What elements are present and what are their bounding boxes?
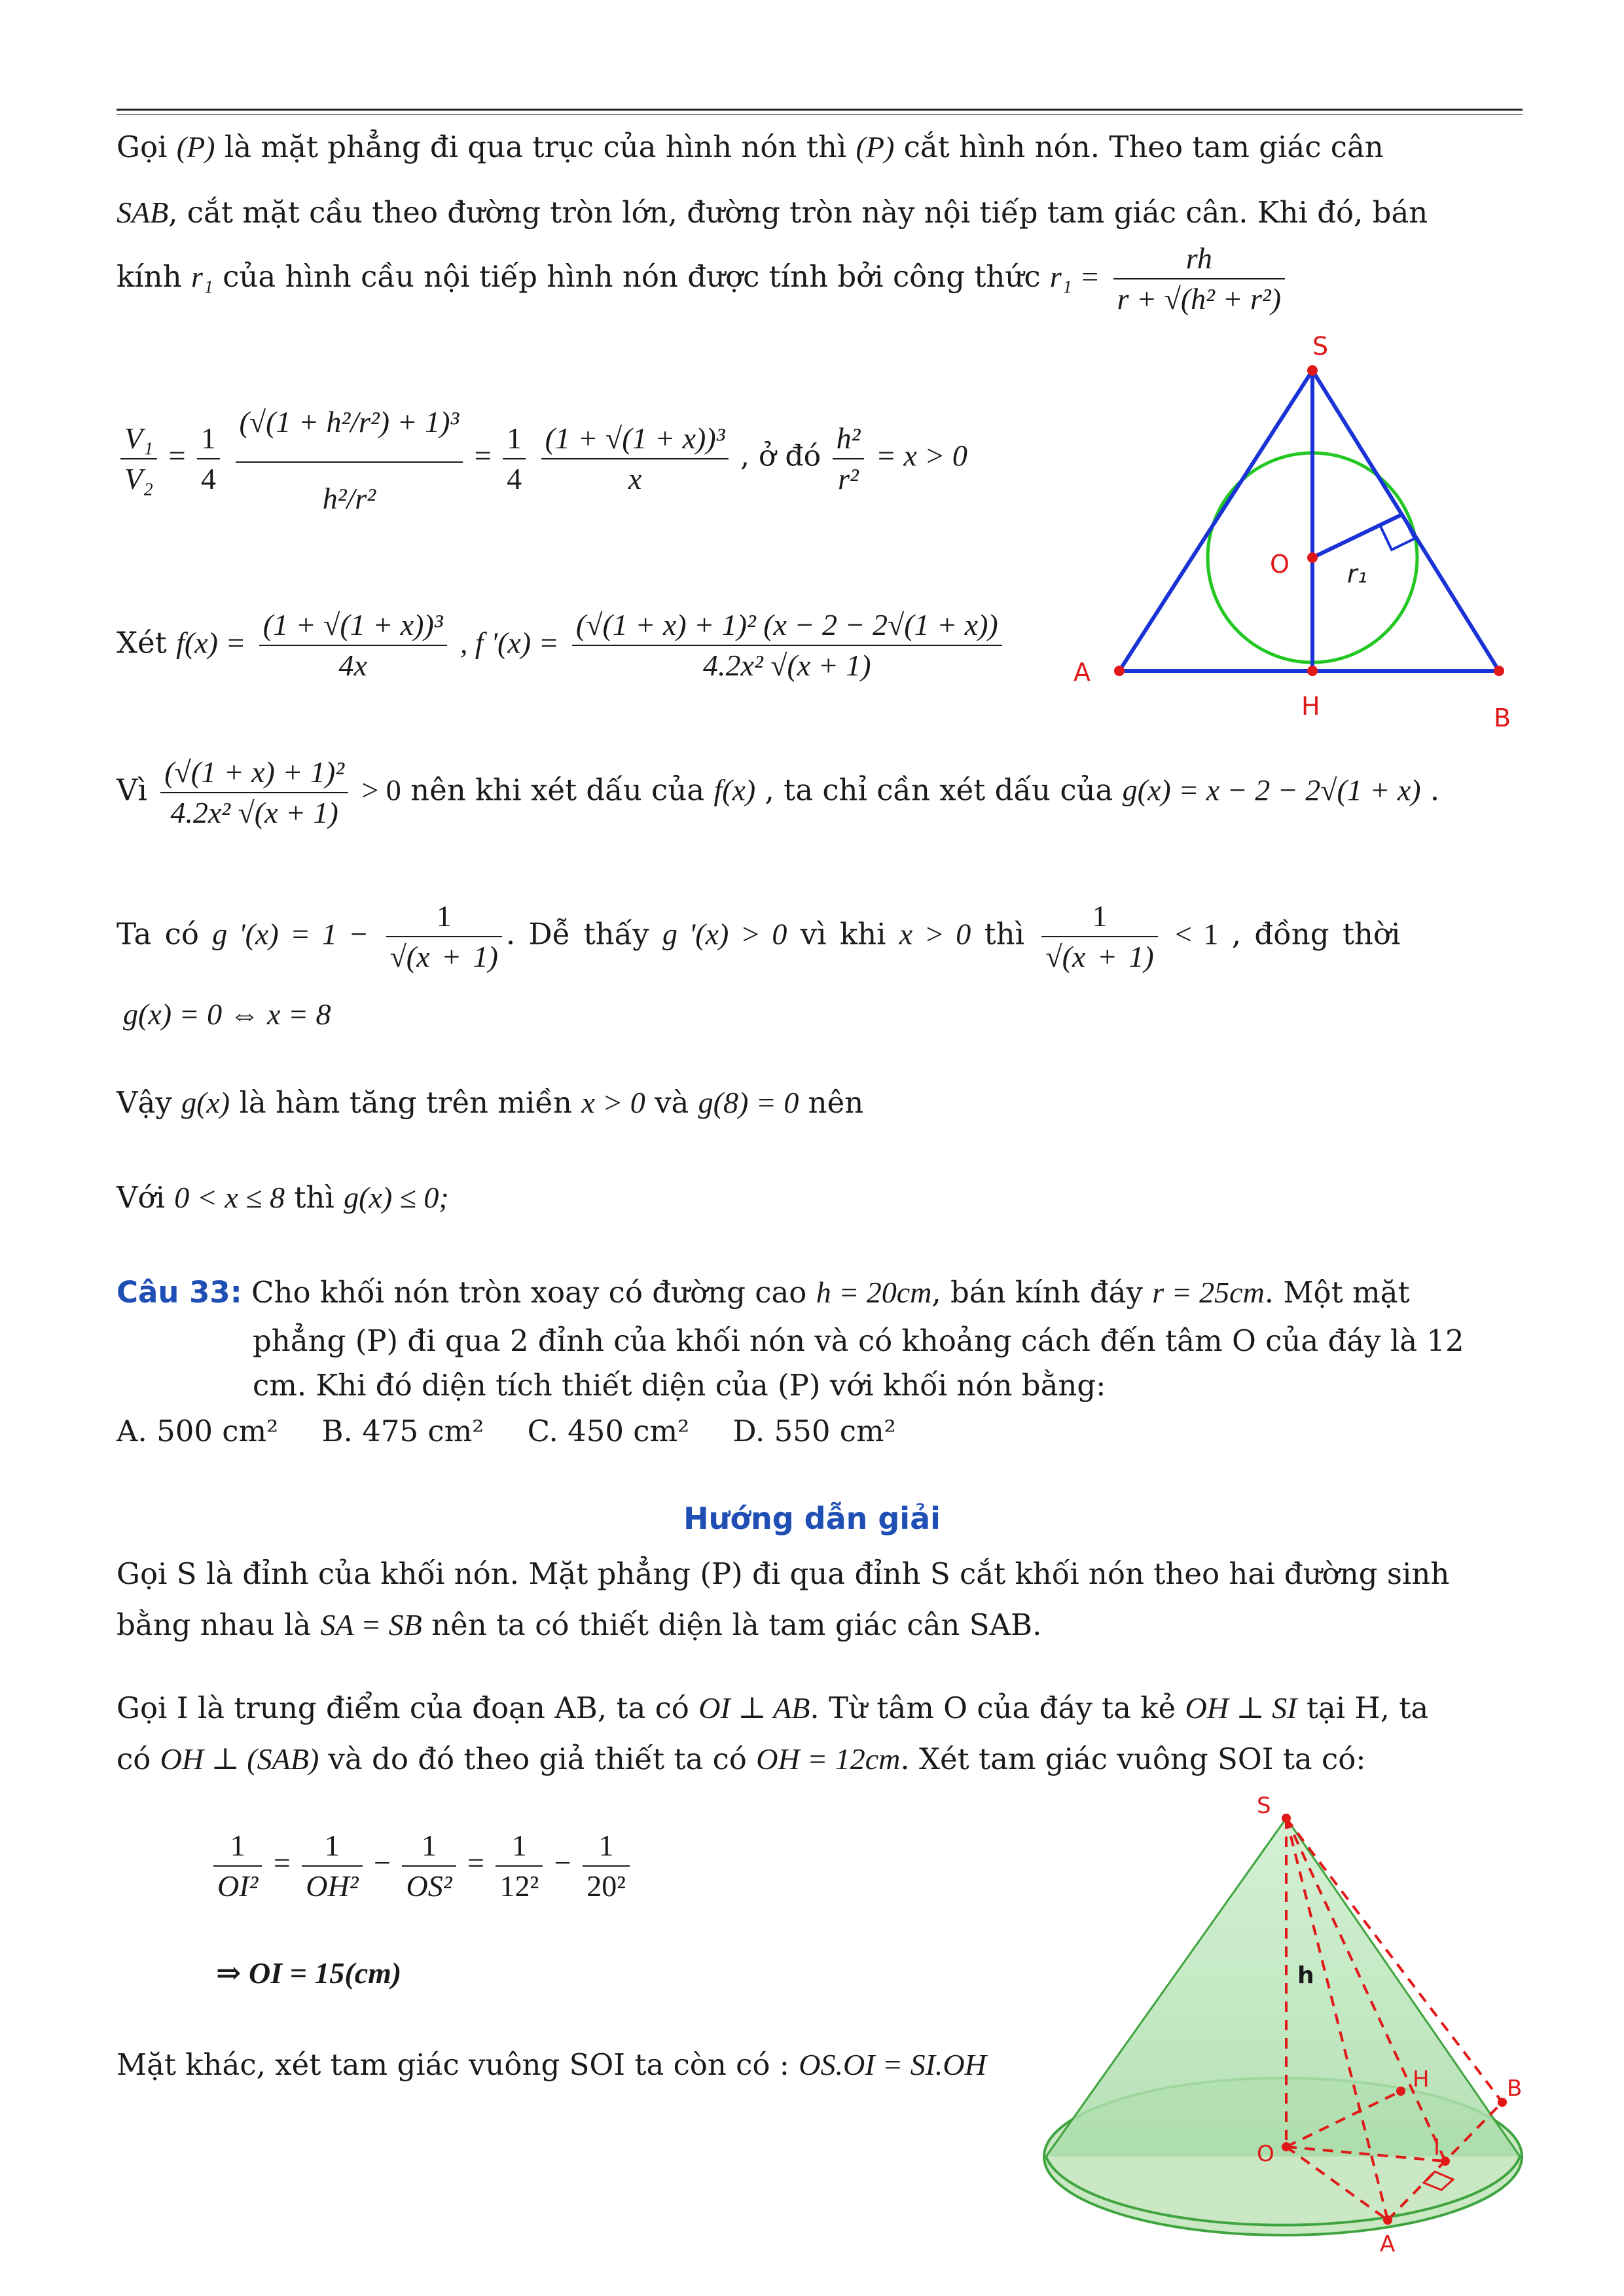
text: thì — [984, 916, 1025, 952]
point-o — [1282, 2142, 1291, 2151]
text: cắt hình nón. Theo tam giác cân — [903, 130, 1384, 164]
label-h-height: h — [1297, 1962, 1314, 1989]
text: Ta có — [117, 916, 199, 952]
numerator: 1 — [201, 422, 217, 455]
math: x > 0 — [899, 917, 971, 951]
math: g '(x) = 1 − — [212, 917, 369, 951]
math-formula-lhs: r₁ = — [1049, 260, 1100, 293]
math-r1: r₁ — [190, 260, 213, 293]
frac — [1041, 897, 1157, 977]
denominator: r + √(h² + r²) — [1113, 278, 1285, 319]
point-a — [1114, 666, 1125, 676]
q-line-3: cm. Khi đó diện tích thiết diện của (P) với khối nón bằng: — [253, 1368, 1106, 1403]
label-b: B — [1494, 704, 1511, 732]
line — [117, 1605, 1523, 1645]
solution-para-2 — [117, 1689, 1523, 1779]
text: và — [655, 1085, 689, 1120]
ratio-equation — [117, 383, 967, 535]
numerator: (√(1 + x) + 1)² — [164, 755, 345, 789]
frac — [213, 1826, 262, 1906]
label-a: A — [1074, 658, 1091, 687]
text: . Một mặt — [1264, 1275, 1410, 1310]
label-r1: r₁ — [1347, 560, 1367, 588]
text: bằng nhau là — [117, 1607, 312, 1642]
numerator: 1 — [1092, 899, 1108, 933]
math: g '(x) > 0 — [662, 917, 787, 951]
voi-line — [117, 1178, 449, 1217]
math: f(x) — [713, 773, 756, 807]
numerator: 1 — [507, 422, 522, 455]
denominator: 20² — [583, 1865, 630, 1906]
line-3 — [117, 239, 1523, 319]
solution-para-1 — [117, 1554, 1523, 1645]
frac — [386, 897, 502, 977]
cone-body — [1046, 1818, 1523, 2157]
text: vì khi — [800, 916, 886, 952]
denominator: V₂ — [120, 458, 157, 499]
text: Xét — [117, 625, 167, 660]
text: , bán kính đáy — [931, 1275, 1143, 1310]
text: tại H, ta — [1306, 1691, 1429, 1725]
text: . Xét tam giác vuông SOI ta có: — [900, 1742, 1366, 1776]
quarter — [503, 419, 526, 499]
denominator: 4.2x² √(x + 1) — [160, 792, 348, 833]
equals: = — [168, 439, 186, 473]
paragraph-intro — [117, 128, 1523, 319]
denominator: √(x + 1) — [386, 936, 502, 977]
question-33 — [117, 1273, 1523, 1451]
text: Gọi I là trung điểm của đoạn AB, ta có — [117, 1691, 689, 1725]
text: có — [117, 1742, 151, 1776]
numerator: (√(1 + x) + 1)² (x − 2 − 2√(1 + x)) — [575, 608, 998, 641]
math: g(x) — [181, 1086, 230, 1119]
point-h — [1396, 2087, 1405, 2096]
vi-line — [117, 753, 1439, 833]
label-s: S — [1312, 332, 1329, 361]
numerator: V₁ — [124, 422, 154, 455]
math: h = 20cm — [816, 1276, 932, 1309]
fprime-fraction — [572, 605, 1002, 685]
numerator: 1 — [436, 899, 452, 933]
text: , ta chỉ cần xét dấu của — [765, 772, 1113, 808]
math: SA = SB — [320, 1608, 422, 1641]
math: OH ⊥ (SAB) — [160, 1742, 319, 1776]
text: Vậy — [117, 1085, 172, 1120]
text: . — [1430, 772, 1440, 808]
xet-line — [117, 605, 1006, 685]
math-SAB: SAB — [117, 196, 169, 229]
point-o — [1307, 552, 1318, 563]
denominator: 4 — [197, 458, 220, 499]
math: g(8) = 0 — [698, 1086, 799, 1119]
math: r = 25cm — [1152, 1276, 1265, 1309]
text: là hàm tăng trên miền — [239, 1085, 572, 1120]
line-1 — [117, 128, 1523, 167]
text: là mặt phẳng đi qua trục của hình nón thì — [224, 130, 847, 164]
v1-v2-fraction — [120, 419, 157, 499]
text: thì — [294, 1180, 334, 1215]
denominator: h²/r² — [236, 461, 463, 535]
numerator: (1 + √(1 + x))³ — [545, 422, 725, 455]
numerator: h² — [836, 422, 861, 455]
text: của hình cầu nội tiếp hình nón được tính bởi công thức — [223, 259, 1041, 294]
label-s: S — [1257, 1793, 1271, 1819]
vay-line — [117, 1083, 863, 1122]
solution-heading: Hướng dẫn giải — [683, 1501, 941, 1536]
figure-cone — [1034, 1793, 1545, 2271]
choice-c[interactable]: C. 450 cm² — [527, 1414, 690, 1448]
math: g(x) = x − 2 − 2√(1 + x) — [1122, 773, 1421, 807]
text: nên ta có thiết diện là tam giác cân SAB. — [431, 1607, 1042, 1642]
line-2 — [117, 193, 1523, 232]
numerator: 1 — [230, 1829, 245, 1862]
quarter — [197, 419, 220, 499]
fraction-x — [541, 419, 729, 499]
point-h — [1307, 666, 1318, 676]
numerator: 1 — [598, 1829, 614, 1862]
q-line-1 — [117, 1273, 1523, 1312]
numerator: 1 — [324, 1829, 340, 1862]
frac — [402, 1826, 456, 1906]
denominator: OI² — [213, 1865, 262, 1906]
text: Cho khối nón tròn xoay có đường cao — [251, 1275, 807, 1310]
label-o: O — [1257, 2141, 1274, 2167]
numerator: 1 — [421, 1829, 437, 1862]
numerator: rh — [1185, 242, 1212, 275]
text: và do đó theo giả thiết ta có — [328, 1742, 747, 1776]
text: , đồng thời — [1231, 916, 1401, 952]
label-o: O — [1270, 550, 1290, 579]
denominator: OH² — [302, 1865, 362, 1906]
frac — [302, 1826, 362, 1906]
math-P: (P) — [176, 130, 215, 164]
text: , cắt mặt cầu theo đường tròn lớn, đường tròn này nội tiếp tam giác cân. Khi đó, bán — [168, 195, 1428, 230]
math: x > 0 — [581, 1086, 645, 1119]
math-P: (P) — [856, 130, 895, 164]
header-rule-thin — [117, 114, 1523, 115]
choice-d[interactable]: D. 550 cm² — [732, 1414, 896, 1448]
denominator: 4 — [503, 458, 526, 499]
text: nên — [808, 1085, 864, 1120]
math: , f '(x) = — [460, 626, 559, 660]
label-i: I — [1434, 2134, 1441, 2161]
point-a — [1383, 2215, 1392, 2225]
label-b: B — [1507, 2075, 1523, 2102]
vi-fraction — [160, 753, 348, 833]
math: 0 < x ≤ 8 — [174, 1181, 285, 1214]
question-label: Câu 33: — [117, 1275, 242, 1310]
label-h: H — [1301, 692, 1320, 721]
numerator: (1 + √(1 + x))³ — [262, 608, 443, 641]
q-line-2: phẳng (P) đi qua 2 đỉnh của khối nón và có khoảng cách đến tâm O của đáy là 12 — [253, 1323, 1464, 1358]
denominator: r² — [833, 458, 865, 499]
label-a: A — [1380, 2231, 1396, 2257]
formula-r1 — [1113, 239, 1285, 319]
frac — [496, 1826, 543, 1906]
condition: = x > 0 — [875, 439, 967, 473]
denominator: x — [541, 458, 729, 499]
answer-choices — [117, 1412, 1523, 1451]
math: OS.OI = SI.OH — [799, 2048, 986, 2081]
math: OI ⊥ AB — [698, 1691, 810, 1725]
label-h: H — [1413, 2066, 1430, 2092]
denominator: √(x + 1) — [1041, 936, 1157, 977]
numerator: 1 — [511, 1829, 527, 1862]
math: OH ⊥ SI — [1185, 1691, 1297, 1725]
point-b — [1498, 2098, 1507, 2107]
solution-para-3 — [117, 2045, 986, 2085]
denominator: OS² — [402, 1865, 456, 1906]
line — [117, 1740, 1523, 1779]
text: Với — [117, 1180, 165, 1215]
text: kính — [117, 259, 182, 294]
denominator: 12² — [496, 1865, 543, 1906]
choice-a[interactable]: A. 500 cm² — [117, 1414, 279, 1448]
triangle-sab — [1119, 370, 1499, 671]
math: g(x) ≤ 0; — [344, 1181, 449, 1214]
text: . Từ tâm O của đáy ta kẻ — [810, 1691, 1176, 1725]
h2-r2-fraction — [833, 419, 865, 499]
f-fraction — [259, 605, 447, 685]
oi-equation: $\frac{1}{\text{OI²}}$ = $\frac{1}{\text{OH²}}$ − $\frac{1}{\text{OS²}}$ = $\frac{1}{\text{12²}}$ − $\frac{1}{\text{20²}}$ — [209, 1826, 634, 1906]
math: < 1 — [1175, 917, 1219, 951]
math: OH = 12cm — [756, 1742, 901, 1776]
frac — [583, 1826, 630, 1906]
numerator: (√(1 + h²/r²) + 1)³ — [239, 405, 460, 439]
point-s — [1307, 365, 1318, 376]
text: , ở đó — [740, 439, 821, 473]
text: nên khi xét dấu của — [410, 772, 705, 808]
line — [117, 1689, 1523, 1728]
taco-line — [117, 897, 1400, 977]
figure-triangle-incircle — [1074, 327, 1532, 746]
text: Gọi — [117, 130, 168, 164]
line: Gọi S là đỉnh của khối nón. Mặt phẳng (P) đi qua đỉnh S cắt khối nón theo hai đường sinh — [117, 1556, 1450, 1591]
point-i — [1441, 2157, 1450, 2166]
math: > 0 — [361, 773, 401, 807]
g-equals-zero: g(x) = 0 ⇔ x = 8 — [123, 997, 331, 1031]
point-s — [1282, 1814, 1291, 1823]
text: . Dễ thấy — [505, 916, 649, 952]
text: Mặt khác, xét tam giác vuông SOI ta còn có : — [117, 2047, 789, 2082]
denominator: 4x — [259, 645, 447, 685]
text: Vì — [117, 772, 147, 808]
math: f(x) = — [176, 626, 246, 660]
denominator: 4.2x² √(x + 1) — [572, 645, 1002, 685]
header-rule — [117, 109, 1523, 111]
big-fraction — [236, 383, 463, 535]
choice-b[interactable]: B. 475 cm² — [321, 1414, 484, 1448]
oi-result: ⇒ OI = 15(cm) — [216, 1956, 402, 1990]
point-b — [1494, 666, 1504, 676]
equals: = — [474, 439, 492, 473]
